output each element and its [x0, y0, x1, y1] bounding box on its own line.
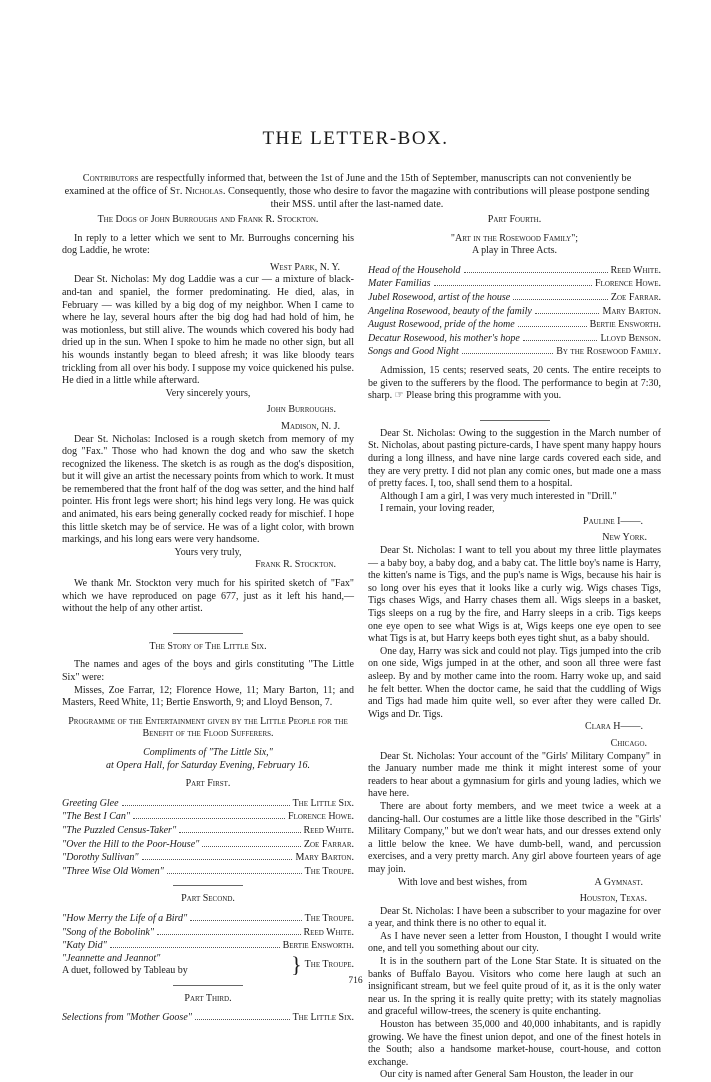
part-second-heading: Part Second. [181, 893, 235, 905]
little-six-intro: The names and ages of the boys and girls constituting "The Little Six" were: [62, 659, 354, 683]
houston-letter: Dear St. Nicholas: I have been a subscriber to your magazine for over a year, and think there is no other to equal it. [368, 905, 661, 930]
notice-text: are respectfully informed that, between the 1st of June and the 15th of September, manuscripts can not conveniently be examined at the office of [64, 173, 632, 198]
clara-signature: Clara H——. [585, 721, 643, 733]
program-item-row [62, 797, 354, 811]
programme-heading: Programme of the Entertainment given by the Little People for the Benefit of the Flood Sufferers. [68, 715, 348, 740]
program-item-row [62, 838, 354, 852]
cast-item-row [368, 332, 661, 346]
little-six-heading: The Story of The Little Six. [149, 640, 267, 652]
dot-leader [157, 926, 301, 935]
cast-item-performer: Lloyd Benson. [600, 332, 661, 344]
play-title: "Art in the Rosewood Family"; [450, 232, 579, 244]
cast-item-title: Mater Familias [368, 278, 431, 290]
dot-leader [518, 318, 587, 327]
cast-item-row [368, 345, 661, 359]
burroughs-letter: Dear St. Nicholas: My dog Laddie was a cur — a mixture of black-and-tan and spaniel, the former predominating. He died, alas, in February — was killed by a big dog of my neighbor. When I came to where he lay, several hours after the big dog had had hold of him, he was motionless, but still alive. The wounds which covered his body had dried up in the sun. When I spoke to him he made no other sign, but all his wounds instantly began to bleed afresh; it was like bloody tears trickling from all over his body. I suppose my voice quickened his pulse. He died in a little while afterward. [62, 274, 354, 387]
dogs-heading: The Dogs of John Burroughs and Frank R. Stockton. [97, 214, 319, 225]
program-item-row [62, 810, 354, 824]
notice-magazine: St. Nicholas [169, 186, 223, 198]
program-item-title: "Three Wise Old Women" [62, 865, 164, 877]
program-item-performer: Mary Barton. [295, 852, 354, 864]
cast-item-performer: Bertie Ensworth. [589, 319, 661, 331]
thanks-paragraph: We thank Mr. Stockton very much for his spirited sketch of "Fax" which we have reproduced on page 677, just as it left his hand,— without the help of any other artist. [62, 578, 354, 615]
program-item-row [62, 824, 354, 838]
program-item-performer: Zoe Farrar. [303, 838, 354, 850]
program-item-title: "Katy Did" [62, 940, 107, 952]
play-subtitle: A play in Three Acts. [471, 245, 558, 257]
dot-leader [523, 332, 598, 341]
program-item-title: "How Merry the Life of a Bird" [62, 912, 188, 924]
little-six-names: Misses, Zoe Farrar, 12; Florence Howe, 11; Mary Barton, 11; and Masters, Reed White, 11; Bertie Ensworth, 9; and Lloyd Benson, 7. [62, 684, 354, 709]
dot-leader [513, 291, 608, 300]
clara-place: New York. [602, 532, 647, 544]
cast-item-performer: Mary Barton. [602, 305, 661, 317]
dot-leader [462, 345, 553, 354]
pauline-letter-2: Although I am a girl, I was very much interested in "Drill." [380, 490, 617, 502]
houston-letter-4: Houston has between 35,000 and 40,000 inhabitants, and is rapidly growing. We have the finest union depot, and one of the finest hotels in the South; also a handsome market-house, court-house, and cotton exchange. [368, 1019, 661, 1068]
dot-leader [110, 939, 280, 948]
cast-item-title: Songs and Good Night [368, 346, 459, 358]
program-item-row [62, 865, 354, 879]
program-item-row [62, 939, 354, 953]
dot-leader [535, 305, 600, 314]
admission-paragraph: Admission, 15 cents; reserved seats, 20 cents. The entire receipts to be given to the sufferers by the flood. The performance to begin at 7:30, sharp. ☞ Please bring this programme with you. [368, 364, 661, 402]
stockton-closing: Yours very truly, [174, 546, 242, 558]
dot-leader [167, 865, 302, 874]
gymnast-letter-2: There are about forty members, and we meet twice a week at a dancing-hall. Our costumes are a little like those described in the "Girls' Military Company," but we don't wear hats, and our dresses extend only a little below the knee. We have dumb-bell, wand, and percussion exercises, and a very pretty march. Any girl above fourteen years of age may join. [368, 800, 661, 875]
houston-letter-2: As I have never seen a letter from Houston, I thought I would write one, and tell you something about our city. [368, 930, 661, 955]
cast-item-row [368, 264, 661, 278]
part-second-list [62, 912, 354, 953]
brace-glyph: } [291, 952, 302, 978]
dot-leader [464, 264, 608, 273]
program-item-title: "Dorothy Sullivan" [62, 852, 139, 864]
duet-title: "Jeannette and Jeannot" [62, 952, 161, 964]
right-column [368, 214, 661, 1082]
cast-item-title: August Rosewood, pride of the home [368, 319, 515, 331]
cast-item-title: Decatur Rosewood, his mother's hope [368, 332, 520, 344]
dot-leader [190, 912, 301, 921]
gymnast-place: Chicago. [610, 737, 647, 749]
duet-description: A duet, followed by Tableau by [62, 965, 188, 977]
dogs-intro: In reply to a letter which we sent to Mr. Burroughs concerning his dog Laddie, he wrote: [62, 232, 354, 257]
gymnast-closing-row [368, 877, 661, 890]
page-title: THE LETTER-BOX. [262, 128, 449, 149]
clara-letter: Dear St. Nicholas: I want to tell you about my three little playmates — a baby boy, a baby dog, and a baby cat. The little boy's name is Harry, the kitten's name is Tigs, and the pup's name is Wigs, because his hair is so long over his eyes that it looks like a curly wig. Wigs chases Tigs, Tigs chases Wigs, and Harry chases them all. Wigs sleeps in a basket, Tigs sleeps on a rug by the fire, and Harry sleeps in a crib. Tigs keeps one eye open to see what Wigs is at, Wigs keeps one eye open to see what Tigs is at, but Harry keeps both eyes tight shut, as a baby should. [368, 545, 661, 645]
compliments-line-1: Compliments of "The Little Six," [143, 746, 273, 758]
part-third-performer: The Little Six. [292, 1012, 354, 1024]
part-third-heading: Part Third. [184, 992, 232, 1004]
houston-letter-5: Our city is named after General Sam Houston, the leader in our [380, 1069, 634, 1081]
stockton-signature: Frank R. Stockton. [255, 559, 336, 571]
pauline-signature: Pauline I——. [583, 515, 643, 527]
cast-item-row [368, 277, 661, 291]
cast-list [368, 264, 661, 359]
program-item-performer: Bertie Ensworth. [282, 940, 354, 952]
section-divider [480, 420, 550, 421]
program-item-performer: The Little Six. [292, 797, 354, 809]
notice-lead: Contributors [82, 173, 139, 184]
clara-letter-2: One day, Harry was sick and could not play. Tigs jumped into the crib on one side, Wigs jumped in at the other, and soon all three were fast asleep. By and by mother came into the room. Harry woke up, and said he felt better. When the doctor came, he said that the cuddling of Wigs and Tigs had made him quite well, so ever after they were called Dr. Wigs and Dr. Tigs. [368, 645, 661, 720]
program-item-title: "Over the Hill to the Poor-House" [62, 838, 200, 850]
dot-leader [122, 797, 290, 806]
houston-letter-3: It is in the southern part of the Lone Star State. It is situated on the banks of Buffalo Bayou. Visitors who come here laugh at such an insignificant stream, but we feel quite proud of it, as it is the only water near us. In the spring it is really quite pretty; with its stately magnolias and graceful willow-trees, the scenery is quite enchanting. [368, 956, 661, 1018]
notice-text-2: . Consequently, those who desire to favor the magazine with contributions will please postpone sending their MSS. until after the last-named date. [222, 186, 650, 211]
section-divider [173, 885, 243, 886]
cast-item-title: Jubel Rosewood, artist of the house [368, 291, 511, 303]
burroughs-place: West Park, N. Y. [269, 261, 340, 273]
program-item-title: Greeting Glee [62, 797, 119, 809]
gymnast-letter: Dear St. Nicholas: Your account of the "Girls' Military Company" in the January number made me think it might interest some of your readers to hear about a gymnasium for girls and young ladies, which we have here. [368, 750, 661, 800]
cast-item-performer: Zoe Farrar. [610, 291, 661, 303]
part-third-item: Selections from "Mother Goose" [62, 1012, 192, 1024]
cast-item-performer: Florence Howe. [595, 278, 661, 290]
program-item-performer: The Troupe. [304, 865, 354, 877]
part-fourth-heading: Part Fourth. [487, 214, 542, 225]
dot-leader [133, 810, 285, 819]
cast-item-row [368, 291, 661, 305]
gymnast-closing: With love and best wishes, from [398, 876, 528, 888]
dot-leader [202, 838, 301, 847]
page-number: 716 [348, 976, 363, 986]
stockton-place: Madison, N. J. [281, 420, 340, 432]
left-column [62, 214, 354, 1025]
program-item-row [62, 912, 354, 926]
burroughs-closing: Very sincerely yours, [165, 387, 251, 399]
program-item-performer: The Troupe. [304, 912, 354, 924]
section-divider [173, 633, 243, 634]
cast-item-title: Angelina Rosewood, beauty of the family [368, 305, 532, 317]
program-item-row [62, 926, 354, 940]
cast-item-performer: Reed White. [610, 264, 661, 276]
program-item-title: "Song of the Bobolink" [62, 926, 154, 938]
cast-item-row [368, 305, 661, 319]
program-item-performer: Reed White. [303, 926, 354, 938]
pauline-letter: Dear St. Nicholas: Owing to the suggestion in the March number of St. Nicholas, about pasting picture-cards, I have spent many happy hours during a long illness, and have nine large cards covered each side, and they are very pretty. I did not plan any comic ones, but made one a mass of pretty faces. I, too, shall send them to a hospital. [368, 427, 661, 490]
cast-item-title: Head of the Household [368, 264, 461, 276]
program-item-row [62, 851, 354, 865]
contributors-notice [62, 172, 652, 212]
part-first-heading: Part First. [185, 778, 231, 790]
burroughs-signature: John Burroughs. [266, 404, 336, 416]
dot-leader [179, 824, 300, 833]
dot-leader [195, 1011, 290, 1020]
pauline-closing: I remain, your loving reader, [380, 503, 495, 515]
program-item-performer: Reed White. [303, 824, 354, 836]
duet-performer: The Troupe. [304, 958, 354, 970]
program-item-performer: Florence Howe. [288, 811, 354, 823]
compliments-line-2: at Opera Hall, for Saturday Evening, February 16. [105, 759, 311, 771]
cast-item-performer: By the Rosewood Family. [556, 346, 661, 358]
part-third-row [62, 1011, 354, 1025]
dot-leader [434, 277, 593, 286]
program-item-title: "The Best I Can" [62, 811, 131, 823]
dot-leader [142, 851, 293, 860]
gymnast-signature: A Gymnast. [594, 876, 643, 888]
part-first-list [62, 797, 354, 879]
cast-item-row [368, 318, 661, 332]
houston-place: Houston, Texas. [579, 893, 647, 905]
stockton-letter: Dear St. Nicholas: Inclosed is a rough sketch from memory of my dog "Fax." Those who had known the dog and who saw the sketch recognized the likeness. The sketch is as rough as the dog's disposition, but it will give an artist the necessary points from which to work. It must be remembered that the front half of the dog was setter, and the hind half pointer. His front legs were short; his hind legs very long. He was quick and animated, his ears being generally cocked ready for mischief. I hope this little sketch may be of service. He was of a light color, with brown markings, and his long ears were very handsome. [62, 433, 354, 546]
program-item-title: "The Puzzled Census-Taker" [62, 824, 177, 836]
part-second-duet [62, 953, 354, 978]
